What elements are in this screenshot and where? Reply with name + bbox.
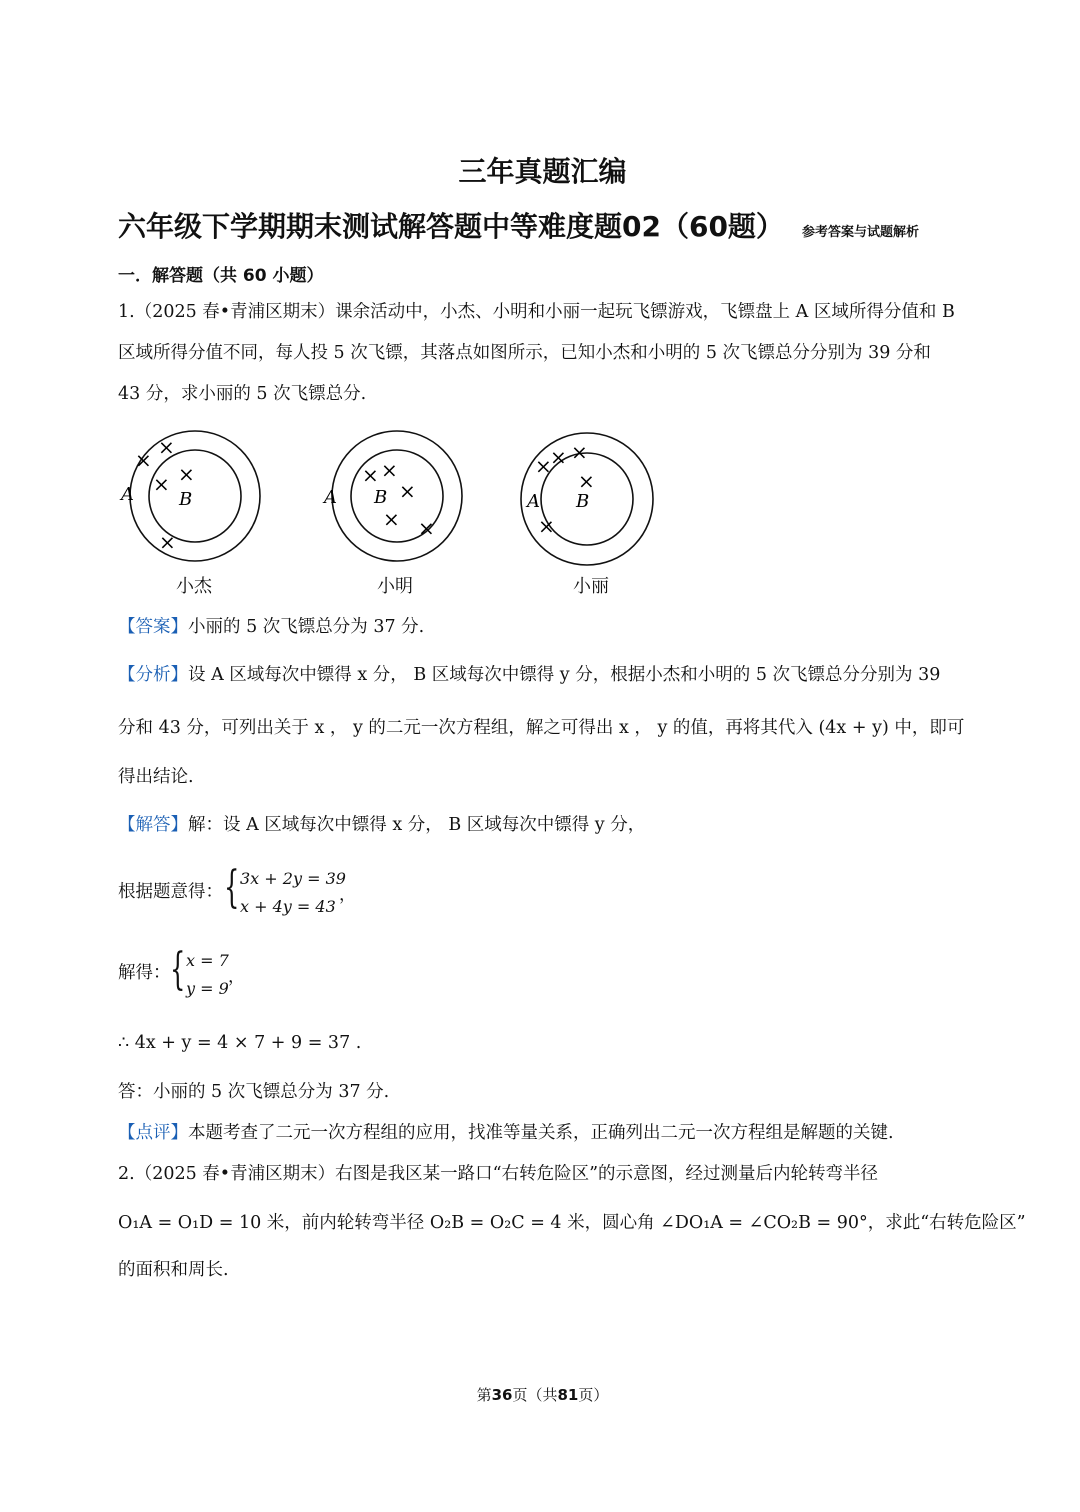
system-eq-2: x + 4y = 43	[240, 897, 336, 916]
q1-line-1: 1.（2025 春•青浦区期末）课余活动中，小杰、小明和小丽一起玩飞镖游戏，飞镖盘上 A 区域所得分值和 B	[118, 302, 955, 322]
answer-row	[118, 607, 424, 648]
footer-total-pages: 81	[557, 1386, 579, 1404]
q1-line-3: 43 分，求小丽的 5 次飞镖总分.	[118, 384, 367, 404]
region-a-label: A	[527, 491, 540, 512]
solve-eq-2: y = 9	[186, 979, 229, 998]
dart-mark: ×	[550, 445, 567, 469]
final-answer: 答：小丽的 5 次飞镖总分为 37 分.	[118, 1082, 390, 1102]
solution-row	[118, 805, 645, 846]
comment-tag: 【点评】	[118, 1123, 188, 1143]
region-a-label: A	[121, 484, 134, 505]
analysis-row-1	[118, 655, 940, 696]
footer-mid: 页（共	[512, 1386, 558, 1404]
system-tail: ，	[339, 885, 356, 905]
q2-line-2: O₁A = O₁D = 10 米，前内轮转弯半径 O₂B = O₂C = 4 米，圆心角 ∠DO₁A = ∠CO₂B = 90°，求此“右转危险区”	[118, 1213, 1026, 1233]
left-brace: {	[224, 862, 240, 913]
left-brace: {	[170, 944, 186, 995]
document-subtitle: 六年级下学期期末测试解答题中等难度题02（60题）	[118, 210, 784, 243]
solve-eq-1: x = 7	[186, 951, 229, 970]
analysis-line-3: 得出结论.	[118, 767, 194, 787]
region-b-label: B	[179, 489, 193, 510]
solution-tag: 【解答】	[118, 815, 188, 835]
analysis-line-1: 设 A 区域每次中镖得 x 分， B 区域每次中镖得 y 分，根据小杰和小明的 5 次飞镖总分分别为 39	[188, 665, 941, 685]
comment-row	[118, 1113, 894, 1154]
region-b-label: B	[374, 487, 388, 508]
region-a-label: A	[324, 487, 337, 508]
dart-mark: ×	[153, 472, 170, 496]
comment-text: 本题考查了二元一次方程组的应用，找准等量关系，正确列出二元一次方程组是解题的关键.	[188, 1123, 894, 1143]
dart-mark: ×	[158, 435, 175, 459]
q2-line-3: 的面积和周长.	[118, 1260, 229, 1280]
solution-system	[170, 944, 260, 1008]
dartboard-xiaoli	[521, 433, 653, 565]
analysis-tag: 【分析】	[118, 665, 188, 685]
dart-mark: ×	[538, 514, 555, 538]
equation-system	[224, 862, 364, 926]
page-footer	[0, 1384, 1080, 1405]
subtitle-note: 参考答案与试题解析	[801, 225, 919, 240]
dartboard-figures	[110, 425, 670, 575]
footer-suffix: 页）	[578, 1386, 609, 1404]
therefore-line: ∴ 4x + y = 4 × 7 + 9 = 37 .	[118, 1033, 362, 1053]
footer-prefix: 第	[476, 1386, 492, 1404]
dart-mark: ×	[362, 463, 379, 487]
dart-mark: ×	[399, 479, 416, 503]
solve-tail: ，	[228, 967, 245, 987]
q2-line-1: 2.（2025 春•青浦区期末）右图是我区某一路口“右转危险区”的示意图，经过测量后内轮转弯半径	[118, 1164, 879, 1184]
footer-page-number: 36	[491, 1386, 513, 1404]
system-eq-1: 3x + 2y = 39	[240, 869, 346, 888]
caption-xiaoli: 小丽	[573, 576, 609, 597]
dartboard-xiaojie	[119, 431, 260, 561]
solution-line-1: 解：设 A 区域每次中镖得 x 分， B 区域每次中镖得 y 分，	[188, 815, 646, 835]
dart-mark: ×	[383, 507, 400, 531]
answer-tag: 【答案】	[118, 617, 188, 637]
dart-mark: ×	[178, 462, 195, 486]
page-title: 三年真题汇编	[458, 155, 627, 188]
dart-mark: ×	[571, 440, 588, 464]
analysis-line-2: 分和 43 分，可列出关于 x ， y 的二元一次方程组，解之可得出 x ， y 的值，再将其代入 (4x + y) 中，即可	[118, 718, 965, 738]
section-heading: 一．解答题（共 60 小题）	[118, 266, 324, 286]
dart-mark: ×	[135, 448, 152, 472]
dart-mark: ×	[159, 530, 176, 554]
answer-text: 小丽的 5 次飞镖总分为 37 分.	[188, 617, 425, 637]
caption-xiaoming: 小明	[377, 576, 413, 597]
dart-mark: ×	[535, 454, 552, 478]
caption-xiaojie: 小杰	[176, 576, 212, 597]
dart-mark: ×	[381, 458, 398, 482]
dart-mark: ×	[578, 469, 595, 493]
solve-intro: 解得：	[118, 963, 171, 983]
system-intro: 根据题意得：	[118, 882, 223, 902]
document-subtitle-row	[118, 205, 919, 245]
dart-mark: ×	[418, 516, 435, 540]
dartboard-xiaoming	[322, 431, 462, 561]
region-b-label: B	[576, 491, 590, 512]
q1-line-2: 区域所得分值不同，每人投 5 次飞镖，其落点如图所示，已知小杰和小明的 5 次飞镖总分分别为 39 分和	[118, 343, 931, 363]
